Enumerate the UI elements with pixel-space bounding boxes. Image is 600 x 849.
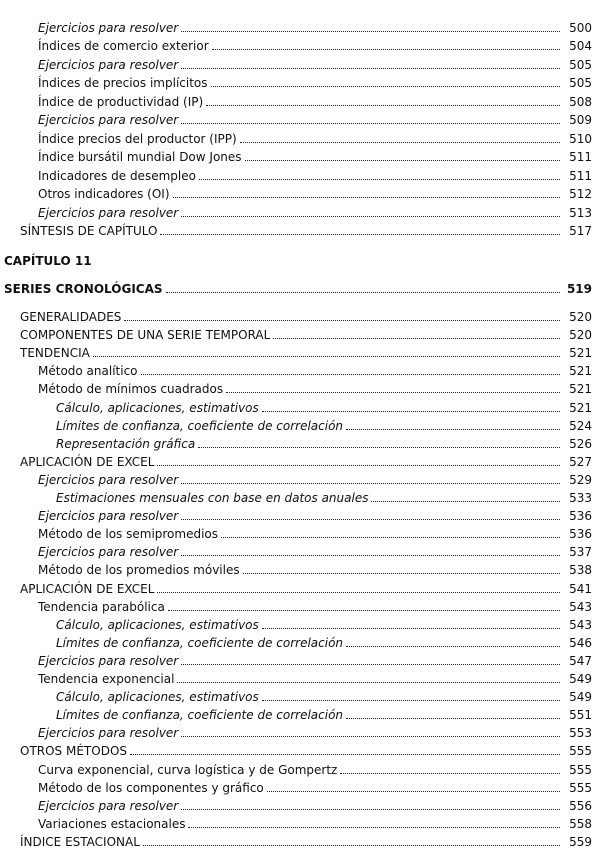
- leader-dots: [199, 179, 560, 180]
- toc-entry: [56, 684, 592, 704]
- toc-entry-page: 511: [569, 150, 592, 165]
- leader-dots: [181, 519, 560, 520]
- toc-entry: [20, 218, 592, 238]
- toc-entry: [20, 829, 592, 849]
- toc-entry-title: GENERALIDADES: [20, 310, 122, 324]
- toc-entry-title: Ejercicios para resolver: [38, 57, 179, 72]
- leader-dots: [371, 501, 560, 502]
- toc-entry: [38, 15, 592, 35]
- toc-entry-page: 520: [569, 328, 592, 343]
- toc-entry-page: 549: [569, 672, 592, 686]
- toc-entry-page: 505: [569, 57, 592, 72]
- leader-dots: [267, 791, 560, 792]
- toc-entry: [38, 666, 592, 686]
- toc-entry-page: 547: [569, 653, 592, 668]
- toc-entry-title: Índices de precios implícitos: [38, 76, 208, 91]
- toc-entry: [20, 304, 592, 324]
- toc-entry-page: 559: [569, 834, 592, 849]
- toc-entry-title: Estimaciones mensuales con base en datos anuales: [56, 491, 369, 505]
- leader-dots: [181, 216, 560, 217]
- leader-dots: [273, 338, 560, 339]
- chapter-title: [4, 276, 592, 296]
- toc-entry: [38, 757, 592, 777]
- toc-entry-page: 521: [569, 400, 592, 415]
- toc-entry: [38, 521, 592, 541]
- leader-dots: [262, 628, 560, 629]
- toc-entry: [20, 576, 592, 596]
- toc-entry: [38, 720, 592, 740]
- toc-entry-page: 526: [569, 436, 592, 451]
- toc-entry: [38, 775, 592, 795]
- toc-entry-title: Método de mínimos cuadrados: [38, 382, 224, 397]
- toc-entry: [38, 648, 592, 668]
- toc-entry-title: Índice de productividad (IP): [38, 94, 204, 109]
- toc-entry-page: 551: [569, 708, 592, 723]
- leader-dots: [124, 320, 560, 321]
- leader-dots: [198, 447, 560, 448]
- toc-entry-page: 553: [569, 726, 592, 741]
- leader-dots: [262, 700, 560, 701]
- toc-entry: [38, 358, 592, 378]
- toc-entry-title: Tendencia exponencial: [38, 672, 175, 686]
- toc-entry-page: 546: [569, 635, 592, 650]
- toc-entry-title: OTROS MÉTODOS: [20, 744, 128, 759]
- toc-entry-title: Cálculo, aplicaciones, estimativos: [56, 400, 259, 415]
- toc-entry-page: 521: [569, 364, 592, 379]
- toc-entry: [38, 467, 592, 487]
- leader-dots: [93, 356, 560, 357]
- leader-dots: [141, 374, 560, 375]
- leader-dots: [346, 646, 560, 647]
- toc-entry-title: Ejercicios para resolver: [38, 798, 179, 813]
- toc-entry-title: Ejercicios para resolver: [38, 653, 179, 668]
- toc-entry: [38, 52, 592, 72]
- toc-entry-title: Límites de confianza, coeficiente de correlación: [56, 635, 344, 650]
- leader-dots: [157, 465, 560, 466]
- toc-entry-page: 536: [569, 509, 592, 524]
- toc-entry-title: Ejercicios para resolver: [38, 205, 179, 220]
- toc-entry-title: Variaciones estacionales: [38, 816, 186, 831]
- leader-dots: [346, 429, 560, 430]
- toc-entry-page: 509: [569, 113, 592, 128]
- toc-entry-page: 505: [569, 76, 592, 91]
- toc-entry-page: 500: [569, 21, 592, 35]
- toc-entry: [38, 144, 592, 164]
- toc-entry-title: Ejercicios para resolver: [38, 472, 179, 487]
- toc-entry-title: Cálculo, aplicaciones, estimativos: [56, 690, 259, 705]
- leader-dots: [181, 664, 560, 665]
- toc-entry-page: 555: [569, 762, 592, 777]
- toc-entry: [38, 163, 592, 183]
- toc-entry: [38, 200, 592, 220]
- toc-entry-page: 537: [569, 545, 592, 560]
- toc-entry-title: SÍNTESIS DE CAPÍTULO: [20, 223, 158, 238]
- toc-entry-title: Representación gráfica: [56, 436, 196, 451]
- toc-entry-page: 549: [569, 690, 592, 705]
- toc-entry-page: 541: [569, 581, 592, 596]
- leader-dots: [226, 392, 560, 393]
- leader-dots: [340, 773, 560, 774]
- toc-entry-page: 517: [569, 223, 592, 238]
- toc-entry: [56, 431, 592, 451]
- toc-entry: [38, 503, 592, 523]
- toc-entry-title: Método analítico: [38, 364, 138, 379]
- leader-dots: [168, 610, 560, 611]
- toc-entry-title: Curva exponencial, curva logística y de Gompertz: [38, 762, 338, 777]
- leader-dots: [181, 483, 560, 484]
- toc-entry-title: Indicadores de desempleo: [38, 168, 196, 183]
- toc-entry: [20, 340, 592, 360]
- toc-entry: [56, 413, 592, 433]
- toc-entry: [38, 793, 592, 813]
- toc-entry-page: 536: [569, 527, 592, 542]
- leader-dots: [143, 845, 560, 846]
- toc-entry: [38, 557, 592, 577]
- toc-entry-title: Límites de confianza, coeficiente de correlación: [56, 708, 344, 723]
- leader-dots: [181, 31, 560, 32]
- toc-entry: [38, 107, 592, 127]
- leader-dots: [221, 537, 560, 538]
- toc-entry-page: 555: [569, 780, 592, 795]
- leader-dots: [346, 718, 560, 719]
- toc-entry: [38, 376, 592, 396]
- toc-entry-title: Ejercicios para resolver: [38, 545, 179, 560]
- toc-entry: [38, 33, 592, 53]
- chapter-title-page: 519: [566, 282, 592, 296]
- leader-dots: [262, 411, 560, 412]
- toc-entry-title: Tendencia parabólica: [38, 599, 165, 614]
- leader-dots: [206, 105, 560, 106]
- leader-dots: [188, 827, 560, 828]
- toc-entry-page: 504: [569, 39, 592, 54]
- toc-entry: [20, 449, 592, 469]
- toc-entry-title: Índice precios del productor (IPP): [38, 131, 237, 146]
- toc-entry: [38, 811, 592, 831]
- toc-entry: [20, 738, 592, 758]
- toc-entry-page: 527: [569, 454, 592, 469]
- toc-entry: [38, 70, 592, 90]
- toc-entry-page: 521: [569, 346, 592, 361]
- toc-entry-title: Ejercicios para resolver: [38, 726, 179, 741]
- leader-dots: [166, 292, 560, 293]
- leader-dots: [240, 142, 560, 143]
- toc-entry: [38, 539, 592, 559]
- toc-entry-page: 520: [569, 310, 592, 324]
- toc-entry-page: 538: [569, 563, 592, 578]
- toc-entry-title: COMPONENTES DE UNA SERIE TEMPORAL: [20, 328, 271, 343]
- toc-entry-title: ÍNDICE ESTACIONAL: [20, 834, 140, 849]
- toc-entry-page: 521: [569, 382, 592, 397]
- toc-entry: [56, 485, 592, 505]
- toc-entry: [20, 322, 592, 342]
- toc-entry-page: 510: [569, 131, 592, 146]
- leader-dots: [181, 736, 560, 737]
- toc-entry-title: Cálculo, aplicaciones, estimativos: [56, 617, 259, 632]
- toc-entry-page: 543: [569, 617, 592, 632]
- toc-entry-page: 508: [569, 94, 592, 109]
- toc-entry-page: 555: [569, 744, 592, 759]
- toc-entry-title: TENDENCIA: [20, 346, 90, 361]
- toc-entry: [38, 181, 592, 201]
- toc-entry-page: 543: [569, 599, 592, 614]
- toc-entry-page: 556: [569, 798, 592, 813]
- toc-entry: [38, 89, 592, 109]
- leader-dots: [245, 160, 560, 161]
- toc-entry-title: Índices de comercio exterior: [38, 39, 209, 54]
- toc-entry-title: Ejercicios para resolver: [38, 509, 179, 524]
- leader-dots: [212, 49, 560, 50]
- toc-entry-title: Ejercicios para resolver: [38, 113, 179, 128]
- leader-dots: [173, 197, 561, 198]
- toc-entry: [56, 395, 592, 415]
- leader-dots: [157, 592, 560, 593]
- toc-entry-title: APLICACIÓN DE EXCEL: [20, 581, 155, 596]
- chapter-label: CAPÍTULO 11: [4, 254, 92, 268]
- toc-entry-page: 512: [569, 187, 592, 202]
- leader-dots: [243, 573, 560, 574]
- toc-entry-title: Método de los promedios móviles: [38, 563, 240, 578]
- toc-entry-title: APLICACIÓN DE EXCEL: [20, 454, 155, 469]
- toc-entry-page: 533: [569, 491, 592, 505]
- leader-dots: [211, 86, 560, 87]
- toc-entry-title: Ejercicios para resolver: [38, 21, 179, 35]
- leader-dots: [160, 234, 560, 235]
- leader-dots: [181, 555, 560, 556]
- toc-entry-title: Índice bursátil mundial Dow Jones: [38, 150, 242, 165]
- toc-entry-page: 511: [569, 168, 592, 183]
- toc-entry-title: Método de los semipromedios: [38, 527, 219, 542]
- leader-dots: [130, 754, 560, 755]
- leader-dots: [181, 123, 560, 124]
- toc-entry: [38, 126, 592, 146]
- toc-entry-page: 524: [569, 418, 592, 433]
- toc-entry: [56, 702, 592, 722]
- leader-dots: [181, 809, 560, 810]
- toc-entry-title: Otros indicadores (OI): [38, 187, 170, 202]
- toc-entry-page: 558: [569, 816, 592, 831]
- toc-entry: [56, 612, 592, 632]
- chapter-title-text: SERIES CRONOLÓGICAS: [4, 282, 163, 296]
- toc-entry-title: Método de los componentes y gráfico: [38, 780, 264, 795]
- toc-entry-page: 513: [569, 205, 592, 220]
- toc-entry-page: 529: [569, 472, 592, 487]
- toc-entry-title: Límites de confianza, coeficiente de correlación: [56, 418, 344, 433]
- leader-dots: [177, 682, 560, 683]
- toc-entry: [56, 630, 592, 650]
- toc-entry: [38, 594, 592, 614]
- leader-dots: [181, 68, 560, 69]
